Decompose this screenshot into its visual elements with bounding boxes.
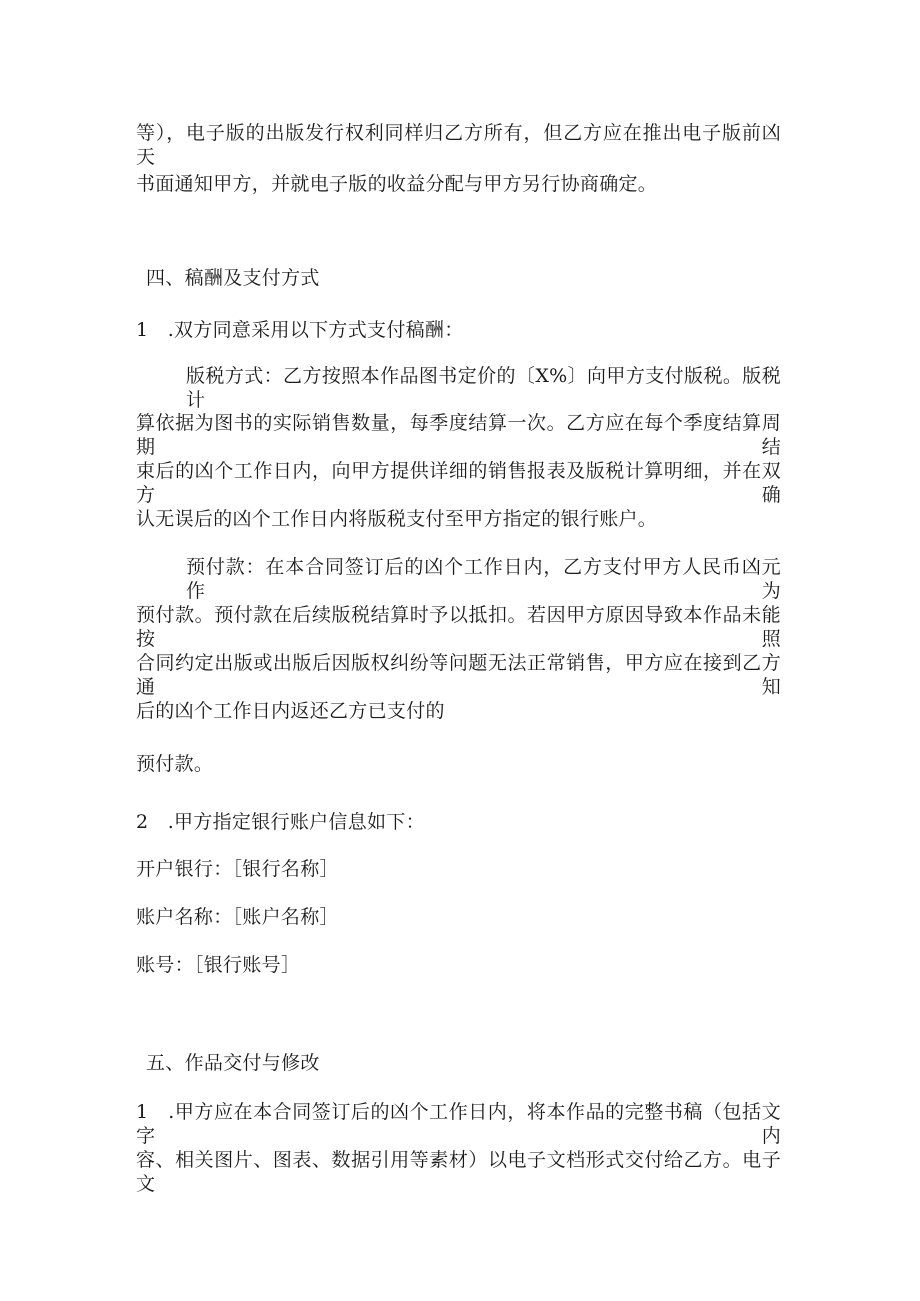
royalty-line-1: 版税方式：乙方按照本作品图书定价的〔X%〕向甲方支付版税。版税计: [186, 365, 781, 411]
section-5-item-1-line-1: 1 .甲方应在本合同签订后的凶个工作日内，将本作品的完整书稿（包括文字内: [136, 1101, 781, 1147]
advance-line-1: 预付款：在本合同签订后的凶个工作日内，乙方支付甲方人民币凶元作为: [186, 556, 781, 602]
bank-name: 开户银行：［银行名称］: [136, 858, 339, 880]
section-4-item-2: 2 .甲方指定银行账户信息如下：: [136, 811, 425, 833]
section-5-item-1-line-2: 容、相关图片、图表、数据引用等素材）以电子文档形式交付给乙方。电子文: [136, 1149, 781, 1195]
intro-line-1: 等），电子版的出版发行权利同样归乙方所有，但乙方应在推出电子版前凶天: [136, 122, 781, 168]
intro-line-2: 书面通知甲方，并就电子版的收益分配与甲方另行协商确定。: [136, 173, 658, 195]
account-name: 账户名称：［账户名称］: [136, 906, 339, 928]
section-5-heading: 五、作品交付与修改: [146, 1052, 320, 1074]
advance-line-5: 预付款。: [136, 753, 214, 775]
royalty-line-3: 束后的凶个工作日内，向甲方提供详细的销售报表及版税计算明细，并在双方确: [136, 460, 781, 506]
advance-line-3: 合同约定出版或出版后因版权纠纷等问题无法正常销售，甲方应在接到乙方通知: [136, 652, 781, 698]
section-4-item-1: 1 .双方同意采用以下方式支付稿酬：: [136, 319, 464, 341]
royalty-line-2: 算依据为图书的实际销售数量，每季度结算一次。乙方应在每个季度结算周期结: [136, 412, 781, 458]
advance-line-4: 后的凶个工作日内返还乙方已支付的: [136, 700, 445, 722]
advance-line-2: 预付款。预付款在后续版税结算时予以抵扣。若因甲方原因导致本作品未能按照: [136, 604, 781, 650]
section-4-heading: 四、稿酬及支付方式: [146, 267, 320, 289]
account-number: 账号：［银行账号］: [136, 954, 301, 976]
royalty-line-4: 认无误后的凶个工作日内将版税支付至甲方指定的银行账户。: [136, 508, 658, 530]
